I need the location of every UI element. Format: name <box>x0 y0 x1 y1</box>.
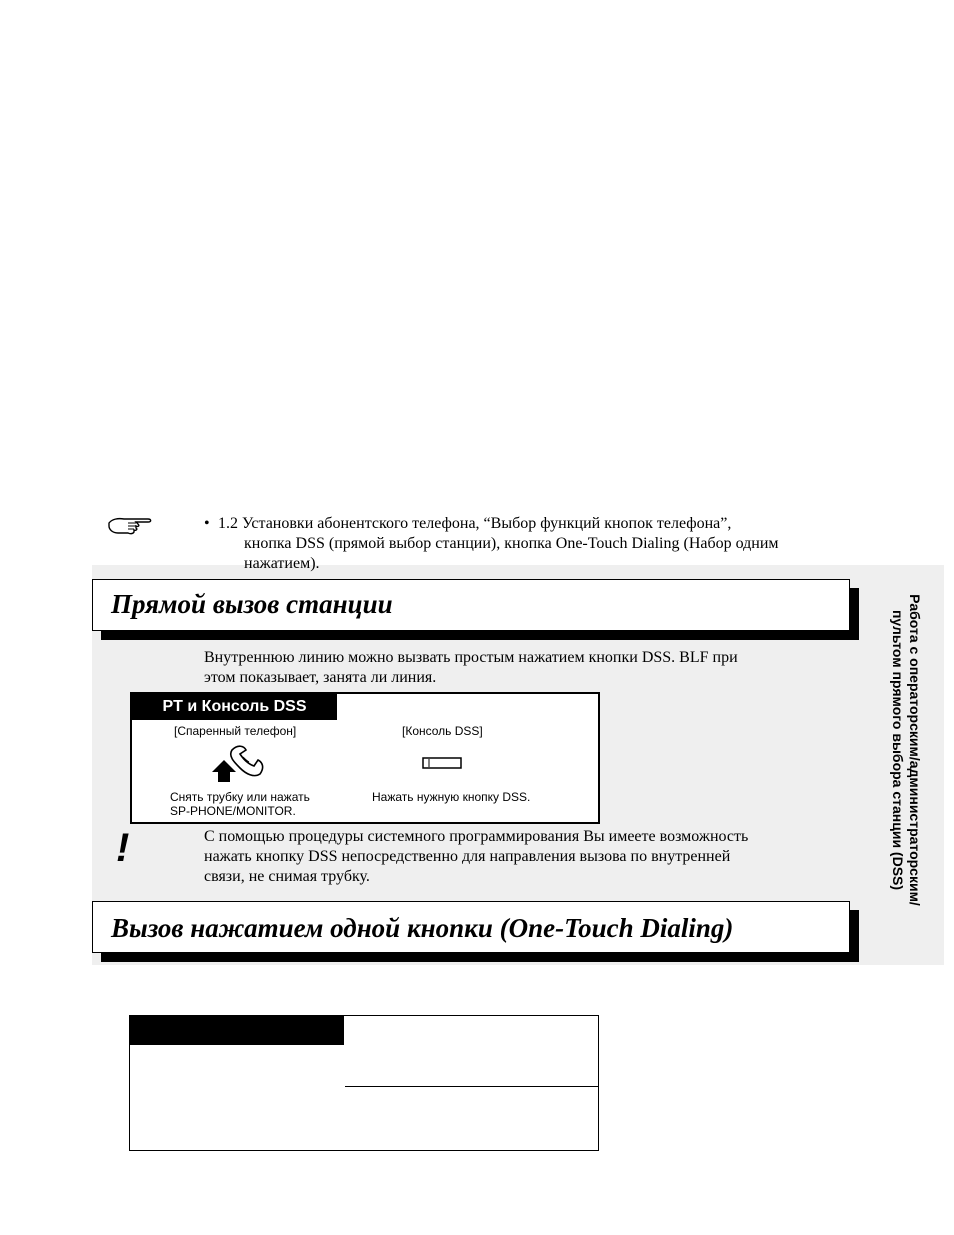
note-line-3: связи, не снимая трубку. <box>204 868 370 885</box>
paired-phone-caption: [Спаренный телефон] <box>174 724 297 738</box>
chapter-side-tab-line-2: пультом прямого выбора станции (DSS) <box>890 609 906 891</box>
dss-key-icon <box>422 757 462 769</box>
handset-off-hook-icon <box>210 744 270 784</box>
note-line-1: С помощью процедуры системного программирования Вы имеете возможность <box>204 828 749 845</box>
lift-handset-line-1: Снять трубку или нажать <box>170 790 310 804</box>
section-heading-direct-station-call <box>92 579 850 631</box>
chapter-side-tab <box>874 560 938 940</box>
note-line-2: нажать кнопку DSS непосредственно для направления вызова по внутренней <box>204 848 731 865</box>
intro-line-2: этом показывает, занята ли линия. <box>204 669 437 686</box>
note-exclamation-icon: ! <box>116 826 130 870</box>
pointing-hand-icon <box>106 514 156 536</box>
press-dss-instruction: Нажать нужную кнопку DSS. <box>372 790 531 804</box>
dss-console-caption: [Консоль DSS] <box>402 724 483 738</box>
reference-line-2: кнопка DSS (прямой выбор станции), кнопка One-Touch Dialing (Набор одним <box>244 535 779 552</box>
intro-line-1: Внутреннюю линию можно вызвать простым нажатием кнопки DSS. BLF при <box>204 649 738 666</box>
section-heading-text: Вызов нажатием одной кнопки (One-Touch Dialing) <box>111 913 734 943</box>
chapter-side-tab-text <box>889 570 923 930</box>
lift-handset-line-2: SP-PHONE/MONITOR. <box>170 804 296 818</box>
one-touch-panel-title-bar <box>130 1016 344 1045</box>
procedure-panel <box>130 692 600 824</box>
section-heading-one-touch-dialing <box>92 901 850 953</box>
chapter-side-tab-line-1: Работа с операторским/администраторским/ <box>907 594 923 906</box>
reference-line-3: нажатием). <box>244 555 320 572</box>
lift-handset-instruction <box>170 790 310 818</box>
reference-line-1: 1.2 Установки абонентского телефона, “Выбор функций кнопок телефона”, <box>218 515 732 532</box>
intro-paragraph <box>204 648 844 688</box>
reference-bullet: • <box>204 515 210 532</box>
procedure-panel-title: PT и Консоль DSS <box>132 694 337 720</box>
section-heading-text: Прямой вызов станции <box>111 589 393 619</box>
one-touch-panel-divider <box>345 1086 598 1087</box>
note-paragraph <box>204 827 844 887</box>
one-touch-procedure-panel <box>129 1015 599 1151</box>
